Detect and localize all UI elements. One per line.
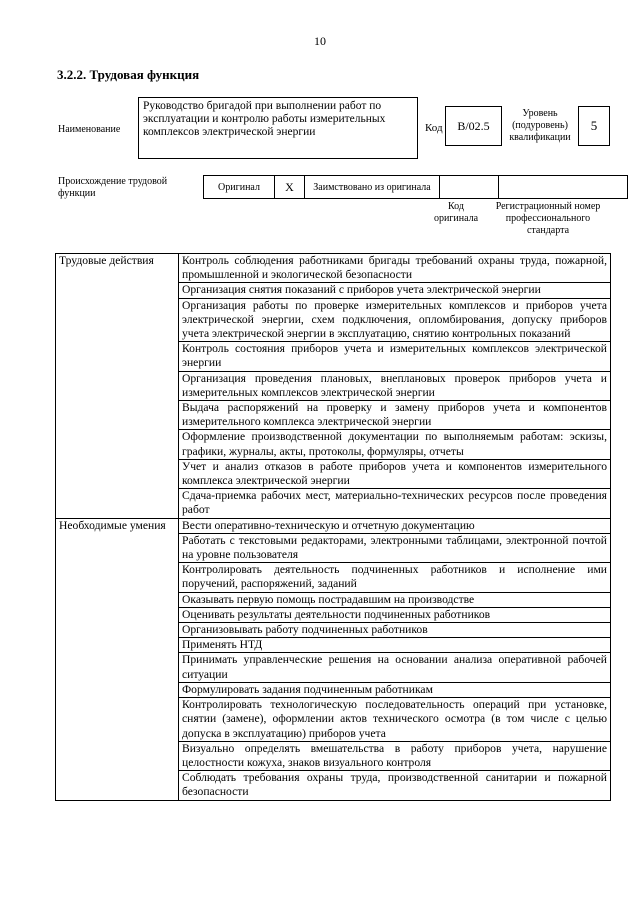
table-item: Сдача-приемка рабочих мест, материально-технических ресурсов после проведения работ [179,489,611,518]
table-item: Визуально определять вмешательства в работу приборов учета, нарушение целостности кожуха, знаков визуального контроля [179,741,611,770]
table-item: Оценивать результаты деятельности подчиненных работников [179,607,611,622]
table-item: Принимать управленческие решения на основании анализа оперативной рабочей ситуации [179,653,611,682]
registration-number-cell [499,176,628,199]
original-code-caption: Код оригинала [433,201,479,224]
table-item: Контроль соблюдения работниками бригады требований охраны труда, пожарной, промышленной и экологической безопасности [179,254,611,283]
borrowed-label: Заимствовано из оригинала [305,176,440,199]
table-item: Оказывать первую помощь пострадавшим на производстве [179,592,611,607]
qualification-level-value: 5 [578,106,610,146]
table-item: Соблюдать требования охраны труда, производственной санитарии и пожарной безопасности [179,771,611,800]
table-item: Организация снятия показаний с приборов учета электрической энергии [179,283,611,298]
group-label: Необходимые умения [56,518,179,800]
group-label: Трудовые действия [56,254,179,519]
table-item: Организовывать работу подчиненных работников [179,623,611,638]
table-item: Организация проведения плановых, внеплановых проверок приборов учета и измерительных комплексов электрической энергии [179,371,611,400]
table-row [56,518,611,533]
name-label: Наименование [58,124,121,135]
table-item: Контролировать деятельность подчиненных работников и исполнение ими поручений, распоряжений, заданий [179,563,611,592]
function-code-value: B/02.5 [445,106,502,146]
table-item: Контроль состояния приборов учета и измерительных комплексов электрической энергии [179,342,611,371]
origin-label: Происхождение трудовой функции [58,176,168,199]
section-title: 3.2.2. Трудовая функция [57,67,200,82]
function-name-value: Руководство бригадой при выполнении работ по эксплуатации и контролю работы измерительных комплексов электрической энергии [138,97,418,159]
original-code-cell [440,176,499,199]
table-item: Применять НТД [179,638,611,653]
qualification-level-label: Уровень (подуровень) квалификации [509,108,571,143]
table-item: Формулировать задания подчиненным работникам [179,682,611,697]
table-item: Выдача распоряжений на проверку и замену приборов учета и компонентов измерительного комплекса электрической энергии [179,401,611,430]
table-item: Оформление производственной документации по выполняемым работам: эскизы, графики, журналы, акты, протоколы, формуляры, отчеты [179,430,611,459]
table-item: Организация работы по проверке измерительных комплексов и приборов учета электрической энергии, схем подключения, опломбирования, допуску приборов учета электрической энергии в эксплуатацию, снятию контрольных показаний [179,298,611,342]
original-label: Оригинал [204,176,275,199]
table-item: Учет и анализ отказов в работе приборов учета и компонентов измерительного комплекса электрической энергии [179,459,611,488]
page-number: 10 [314,34,326,48]
registration-number-caption: Регистрационный номер профессионального стандарта [495,201,601,236]
original-mark: X [275,176,305,199]
origin-table [203,175,628,199]
table-item: Работать с текстовыми редакторами, электронными таблицами, электронной почтой на уровне пользователя [179,533,611,562]
table-item: Контролировать технологическую последовательность операций при установке, снятии (замене), оформлении актов технического осмотра (в том числе с целью допуска в эксплуатацию) приборов учета [179,698,611,742]
table-row [56,254,611,283]
table-item: Вести оперативно-техническую и отчетную документацию [179,518,611,533]
code-label: Код [425,122,443,134]
labor-function-table [55,253,611,801]
